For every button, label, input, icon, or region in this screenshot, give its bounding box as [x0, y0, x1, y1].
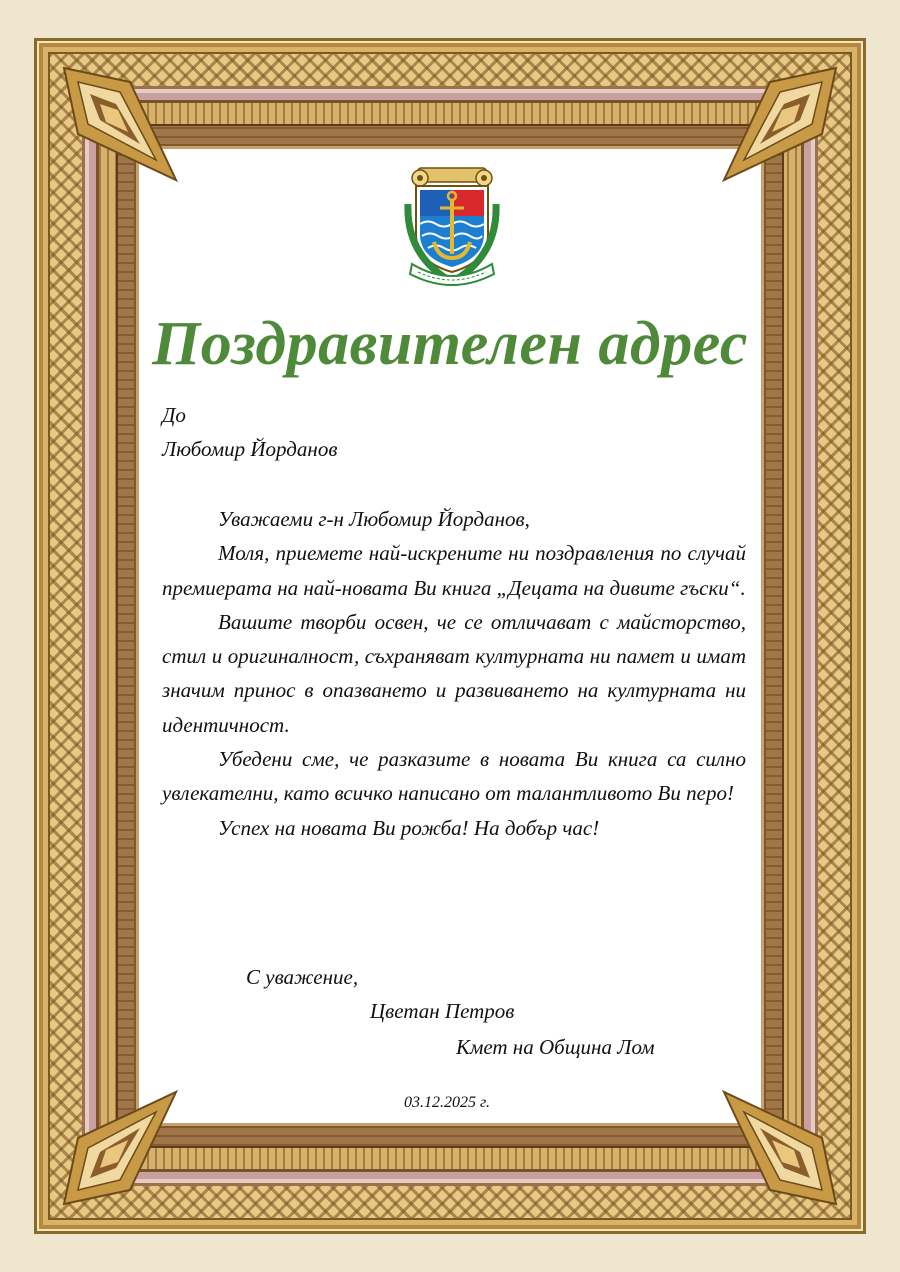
- corner-ornament-icon: [720, 1088, 840, 1208]
- closing: С уважение,: [246, 965, 359, 989]
- addressee-prefix: До: [162, 403, 186, 427]
- letter-body: [162, 502, 746, 845]
- paragraph: Убедени сме, че разказите в новата Ви книга са силно увлекателни, като всичко написано от талантливото Ви перо!: [162, 747, 746, 806]
- page-title: Поздравителен адрес: [152, 310, 748, 378]
- signer-title: Кмет на Община Лом: [456, 1035, 655, 1059]
- salutation: Уважаеми г-н Любомир Йорданов,: [218, 507, 530, 531]
- document-date: 03.12.2025 г.: [404, 1094, 491, 1111]
- corner-ornament-icon: [720, 64, 840, 184]
- paragraph: Моля, приемете най-искрените ни поздравления по случай премиерата на най-новата Ви книга „Децата на дивите гъски“.: [162, 541, 746, 600]
- corner-ornament-icon: [60, 1088, 180, 1208]
- paragraph: Успех на новата Ви рожба! На добър час!: [218, 815, 600, 840]
- paragraph: Вашите творби освен, че се отличават с майсторство, стил и оригиналност, съхраняват културната ни памет и имат значим принос в опазването и развиването на културната ни идентичност.: [162, 609, 746, 737]
- corner-ornament-icon: [60, 64, 180, 184]
- recipient-name: Любомир Йорданов: [162, 437, 338, 461]
- municipal-coat-of-arms-icon: [398, 164, 506, 290]
- signer-name: Цветан Петров: [370, 999, 515, 1023]
